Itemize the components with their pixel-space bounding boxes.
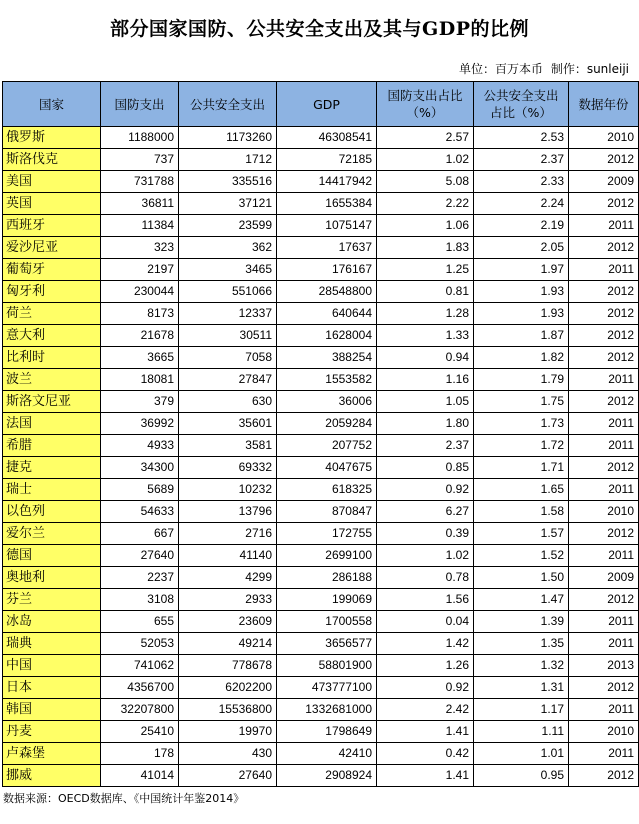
defense-cell: 54633 xyxy=(101,501,179,523)
public-security-cell: 362 xyxy=(179,237,277,259)
country-cell: 中国 xyxy=(3,655,101,677)
country-cell: 德国 xyxy=(3,545,101,567)
year-cell: 2011 xyxy=(569,743,639,765)
defense-cell: 4356700 xyxy=(101,677,179,699)
country-cell: 芬兰 xyxy=(3,589,101,611)
table-row xyxy=(3,259,639,281)
table-row xyxy=(3,303,639,325)
year-cell: 2011 xyxy=(569,435,639,457)
country-cell: 波兰 xyxy=(3,369,101,391)
gdp-cell: 58801900 xyxy=(277,655,377,677)
column-header-public-security: 公共安全支出 xyxy=(179,82,277,127)
public-security-cell: 335516 xyxy=(179,171,277,193)
public-security-cell: 35601 xyxy=(179,413,277,435)
gdp-cell: 199069 xyxy=(277,589,377,611)
defense-ratio-cell: 0.81 xyxy=(377,281,474,303)
public-security-cell: 15536800 xyxy=(179,699,277,721)
gdp-cell: 2059284 xyxy=(277,413,377,435)
public-security-cell: 69332 xyxy=(179,457,277,479)
gdp-cell: 1628004 xyxy=(277,325,377,347)
defense-ratio-cell: 0.94 xyxy=(377,347,474,369)
column-header-gdp: GDP xyxy=(277,82,377,127)
public-security-cell: 778678 xyxy=(179,655,277,677)
defense-ratio-cell: 0.92 xyxy=(377,677,474,699)
defense-ratio-cell: 1.26 xyxy=(377,655,474,677)
security-ratio-cell: 2.53 xyxy=(474,127,569,149)
security-ratio-cell: 2.05 xyxy=(474,237,569,259)
country-cell: 瑞士 xyxy=(3,479,101,501)
defense-cell: 32207800 xyxy=(101,699,179,721)
security-ratio-cell: 2.33 xyxy=(474,171,569,193)
defense-ratio-cell: 5.08 xyxy=(377,171,474,193)
security-ratio-cell: 1.72 xyxy=(474,435,569,457)
gdp-cell: 640644 xyxy=(277,303,377,325)
table-row xyxy=(3,743,639,765)
defense-cell: 2197 xyxy=(101,259,179,281)
table-row xyxy=(3,655,639,677)
country-cell: 斯洛伐克 xyxy=(3,149,101,171)
public-security-cell: 1173260 xyxy=(179,127,277,149)
defense-cell: 323 xyxy=(101,237,179,259)
defense-ratio-cell: 2.22 xyxy=(377,193,474,215)
table-row xyxy=(3,633,639,655)
defense-cell: 737 xyxy=(101,149,179,171)
security-ratio-cell: 1.93 xyxy=(474,281,569,303)
gdp-cell: 36006 xyxy=(277,391,377,413)
defense-ratio-cell: 1.33 xyxy=(377,325,474,347)
defense-cell: 741062 xyxy=(101,655,179,677)
table-row xyxy=(3,567,639,589)
table-row xyxy=(3,281,639,303)
table-row xyxy=(3,457,639,479)
gdp-cell: 176167 xyxy=(277,259,377,281)
gdp-cell: 870847 xyxy=(277,501,377,523)
unit-label: 单位：百万本币 xyxy=(458,62,543,76)
security-ratio-cell: 1.57 xyxy=(474,523,569,545)
unit-line xyxy=(455,60,629,77)
public-security-cell: 3465 xyxy=(179,259,277,281)
table-row xyxy=(3,369,639,391)
defense-ratio-cell: 2.42 xyxy=(377,699,474,721)
public-security-cell: 2933 xyxy=(179,589,277,611)
defense-ratio-cell: 1.02 xyxy=(377,545,474,567)
year-cell: 2012 xyxy=(569,589,639,611)
gdp-cell: 28548800 xyxy=(277,281,377,303)
public-security-cell: 6202200 xyxy=(179,677,277,699)
country-cell: 韩国 xyxy=(3,699,101,721)
page-title: 部分国家国防、公共安全支出及其与GDP的比例 xyxy=(110,18,529,40)
security-ratio-cell: 1.75 xyxy=(474,391,569,413)
security-ratio-cell: 1.52 xyxy=(474,545,569,567)
security-ratio-cell: 1.35 xyxy=(474,633,569,655)
gdp-cell: 473777100 xyxy=(277,677,377,699)
country-cell: 以色列 xyxy=(3,501,101,523)
defense-cell: 36992 xyxy=(101,413,179,435)
security-ratio-cell: 1.31 xyxy=(474,677,569,699)
security-ratio-cell: 1.93 xyxy=(474,303,569,325)
year-cell: 2011 xyxy=(569,633,639,655)
defense-ratio-cell: 2.37 xyxy=(377,435,474,457)
defense-ratio-cell: 0.92 xyxy=(377,479,474,501)
table-row xyxy=(3,435,639,457)
table-row xyxy=(3,237,639,259)
defense-cell: 25410 xyxy=(101,721,179,743)
country-cell: 法国 xyxy=(3,413,101,435)
defense-cell: 1188000 xyxy=(101,127,179,149)
year-cell: 2011 xyxy=(569,259,639,281)
defense-cell: 34300 xyxy=(101,457,179,479)
defense-ratio-cell: 1.16 xyxy=(377,369,474,391)
security-ratio-cell: 2.19 xyxy=(474,215,569,237)
public-security-cell: 430 xyxy=(179,743,277,765)
security-ratio-cell: 1.01 xyxy=(474,743,569,765)
security-ratio-cell: 1.97 xyxy=(474,259,569,281)
security-ratio-cell: 1.32 xyxy=(474,655,569,677)
country-cell: 西班牙 xyxy=(3,215,101,237)
gdp-cell: 1798649 xyxy=(277,721,377,743)
security-ratio-cell: 1.65 xyxy=(474,479,569,501)
defense-cell: 52053 xyxy=(101,633,179,655)
defense-ratio-cell: 6.27 xyxy=(377,501,474,523)
defense-ratio-cell: 1.80 xyxy=(377,413,474,435)
table-row xyxy=(3,215,639,237)
public-security-cell: 37121 xyxy=(179,193,277,215)
country-cell: 瑞典 xyxy=(3,633,101,655)
country-cell: 英国 xyxy=(3,193,101,215)
public-security-cell: 7058 xyxy=(179,347,277,369)
defense-ratio-cell: 1.25 xyxy=(377,259,474,281)
defense-ratio-cell: 0.39 xyxy=(377,523,474,545)
defense-cell: 11384 xyxy=(101,215,179,237)
gdp-cell: 4047675 xyxy=(277,457,377,479)
author-label: 制作：sunleiji xyxy=(550,62,629,76)
public-security-cell: 1712 xyxy=(179,149,277,171)
table-row xyxy=(3,127,639,149)
table-row xyxy=(3,611,639,633)
gdp-cell: 42410 xyxy=(277,743,377,765)
column-header-security-ratio: 公共安全支出占比（%） xyxy=(474,82,569,127)
table-row xyxy=(3,721,639,743)
country-cell: 卢森堡 xyxy=(3,743,101,765)
gdp-cell: 14417942 xyxy=(277,171,377,193)
country-cell: 日本 xyxy=(3,677,101,699)
year-cell: 2013 xyxy=(569,655,639,677)
defense-cell: 18081 xyxy=(101,369,179,391)
security-ratio-cell: 1.11 xyxy=(474,721,569,743)
table-row xyxy=(3,765,639,787)
public-security-cell: 12337 xyxy=(179,303,277,325)
public-security-cell: 27847 xyxy=(179,369,277,391)
gdp-cell: 3656577 xyxy=(277,633,377,655)
year-cell: 2011 xyxy=(569,369,639,391)
table-row xyxy=(3,545,639,567)
country-cell: 奥地利 xyxy=(3,567,101,589)
year-cell: 2012 xyxy=(569,325,639,347)
public-security-cell: 41140 xyxy=(179,545,277,567)
defense-cell: 27640 xyxy=(101,545,179,567)
defense-ratio-cell: 2.57 xyxy=(377,127,474,149)
public-security-cell: 2716 xyxy=(179,523,277,545)
year-cell: 2012 xyxy=(569,347,639,369)
gdp-cell: 1700558 xyxy=(277,611,377,633)
gdp-cell: 1655384 xyxy=(277,193,377,215)
year-cell: 2012 xyxy=(569,193,639,215)
column-header-year: 数据年份 xyxy=(569,82,639,127)
defense-ratio-cell: 1.42 xyxy=(377,633,474,655)
table-row xyxy=(3,193,639,215)
defense-cell: 8173 xyxy=(101,303,179,325)
security-ratio-cell: 1.17 xyxy=(474,699,569,721)
year-cell: 2011 xyxy=(569,611,639,633)
defense-ratio-cell: 1.41 xyxy=(377,765,474,787)
defense-ratio-cell: 1.83 xyxy=(377,237,474,259)
country-cell: 美国 xyxy=(3,171,101,193)
table-row xyxy=(3,391,639,413)
table-row xyxy=(3,501,639,523)
defense-ratio-cell: 0.42 xyxy=(377,743,474,765)
year-cell: 2012 xyxy=(569,391,639,413)
public-security-cell: 23599 xyxy=(179,215,277,237)
year-cell: 2011 xyxy=(569,215,639,237)
public-security-cell: 23609 xyxy=(179,611,277,633)
year-cell: 2012 xyxy=(569,765,639,787)
table-row xyxy=(3,325,639,347)
security-ratio-cell: 2.24 xyxy=(474,193,569,215)
defense-cell: 21678 xyxy=(101,325,179,347)
public-security-cell: 551066 xyxy=(179,281,277,303)
public-security-cell: 4299 xyxy=(179,567,277,589)
gdp-cell: 2908924 xyxy=(277,765,377,787)
security-ratio-cell: 1.82 xyxy=(474,347,569,369)
gdp-cell: 1553582 xyxy=(277,369,377,391)
table-row xyxy=(3,699,639,721)
security-ratio-cell: 1.39 xyxy=(474,611,569,633)
public-security-cell: 3581 xyxy=(179,435,277,457)
security-ratio-cell: 0.95 xyxy=(474,765,569,787)
country-cell: 捷克 xyxy=(3,457,101,479)
gdp-cell: 46308541 xyxy=(277,127,377,149)
year-cell: 2011 xyxy=(569,545,639,567)
table-row xyxy=(3,479,639,501)
country-cell: 爱尔兰 xyxy=(3,523,101,545)
country-cell: 爱沙尼亚 xyxy=(3,237,101,259)
gdp-cell: 1075147 xyxy=(277,215,377,237)
defense-ratio-cell: 1.06 xyxy=(377,215,474,237)
country-cell: 匈牙利 xyxy=(3,281,101,303)
table-row xyxy=(3,149,639,171)
public-security-cell: 30511 xyxy=(179,325,277,347)
country-cell: 荷兰 xyxy=(3,303,101,325)
public-security-cell: 49214 xyxy=(179,633,277,655)
year-cell: 2012 xyxy=(569,523,639,545)
security-ratio-cell: 1.47 xyxy=(474,589,569,611)
gdp-cell: 286188 xyxy=(277,567,377,589)
table-row xyxy=(3,347,639,369)
defense-cell: 5689 xyxy=(101,479,179,501)
country-cell: 葡萄牙 xyxy=(3,259,101,281)
defense-cell: 379 xyxy=(101,391,179,413)
defense-ratio-cell: 0.85 xyxy=(377,457,474,479)
year-cell: 2011 xyxy=(569,479,639,501)
security-ratio-cell: 1.58 xyxy=(474,501,569,523)
data-source-note: 数据来源：OECD数据库、《中国统计年鉴2014》 xyxy=(3,792,245,805)
country-cell: 挪威 xyxy=(3,765,101,787)
gdp-cell: 1332681000 xyxy=(277,699,377,721)
defense-cell: 230044 xyxy=(101,281,179,303)
country-cell: 比利时 xyxy=(3,347,101,369)
gdp-cell: 72185 xyxy=(277,149,377,171)
country-cell: 希腊 xyxy=(3,435,101,457)
country-cell: 冰岛 xyxy=(3,611,101,633)
year-cell: 2011 xyxy=(569,413,639,435)
defense-cell: 655 xyxy=(101,611,179,633)
defense-ratio-cell: 1.02 xyxy=(377,149,474,171)
security-ratio-cell: 2.37 xyxy=(474,149,569,171)
year-cell: 2012 xyxy=(569,457,639,479)
defense-ratio-cell: 0.78 xyxy=(377,567,474,589)
table-header-row xyxy=(3,82,639,127)
table-row xyxy=(3,171,639,193)
year-cell: 2012 xyxy=(569,237,639,259)
country-cell: 意大利 xyxy=(3,325,101,347)
year-cell: 2012 xyxy=(569,303,639,325)
table-row xyxy=(3,523,639,545)
defense-ratio-cell: 0.04 xyxy=(377,611,474,633)
defense-cell: 731788 xyxy=(101,171,179,193)
table-row xyxy=(3,589,639,611)
defense-cell: 3665 xyxy=(101,347,179,369)
gdp-cell: 618325 xyxy=(277,479,377,501)
column-header-defense-ratio: 国防支出占比（%） xyxy=(377,82,474,127)
year-cell: 2012 xyxy=(569,149,639,171)
gdp-cell: 2699100 xyxy=(277,545,377,567)
data-table xyxy=(2,81,639,787)
public-security-cell: 630 xyxy=(179,391,277,413)
public-security-cell: 27640 xyxy=(179,765,277,787)
country-cell: 俄罗斯 xyxy=(3,127,101,149)
defense-ratio-cell: 1.41 xyxy=(377,721,474,743)
year-cell: 2012 xyxy=(569,677,639,699)
public-security-cell: 10232 xyxy=(179,479,277,501)
column-header-defense: 国防支出 xyxy=(101,82,179,127)
public-security-cell: 19970 xyxy=(179,721,277,743)
public-security-cell: 13796 xyxy=(179,501,277,523)
defense-cell: 3108 xyxy=(101,589,179,611)
country-cell: 丹麦 xyxy=(3,721,101,743)
gdp-cell: 17637 xyxy=(277,237,377,259)
security-ratio-cell: 1.71 xyxy=(474,457,569,479)
year-cell: 2010 xyxy=(569,721,639,743)
year-cell: 2012 xyxy=(569,281,639,303)
table-row xyxy=(3,677,639,699)
security-ratio-cell: 1.73 xyxy=(474,413,569,435)
table-row xyxy=(3,413,639,435)
security-ratio-cell: 1.79 xyxy=(474,369,569,391)
defense-cell: 2237 xyxy=(101,567,179,589)
defense-ratio-cell: 1.56 xyxy=(377,589,474,611)
year-cell: 2009 xyxy=(569,171,639,193)
gdp-cell: 207752 xyxy=(277,435,377,457)
security-ratio-cell: 1.50 xyxy=(474,567,569,589)
defense-ratio-cell: 1.28 xyxy=(377,303,474,325)
year-cell: 2010 xyxy=(569,501,639,523)
year-cell: 2009 xyxy=(569,567,639,589)
country-cell: 斯洛文尼亚 xyxy=(3,391,101,413)
defense-ratio-cell: 1.05 xyxy=(377,391,474,413)
defense-cell: 36811 xyxy=(101,193,179,215)
gdp-cell: 388254 xyxy=(277,347,377,369)
defense-cell: 4933 xyxy=(101,435,179,457)
year-cell: 2010 xyxy=(569,127,639,149)
security-ratio-cell: 1.87 xyxy=(474,325,569,347)
year-cell: 2011 xyxy=(569,699,639,721)
defense-cell: 41014 xyxy=(101,765,179,787)
defense-cell: 667 xyxy=(101,523,179,545)
defense-cell: 178 xyxy=(101,743,179,765)
gdp-cell: 172755 xyxy=(277,523,377,545)
column-header-country: 国家 xyxy=(3,82,101,127)
